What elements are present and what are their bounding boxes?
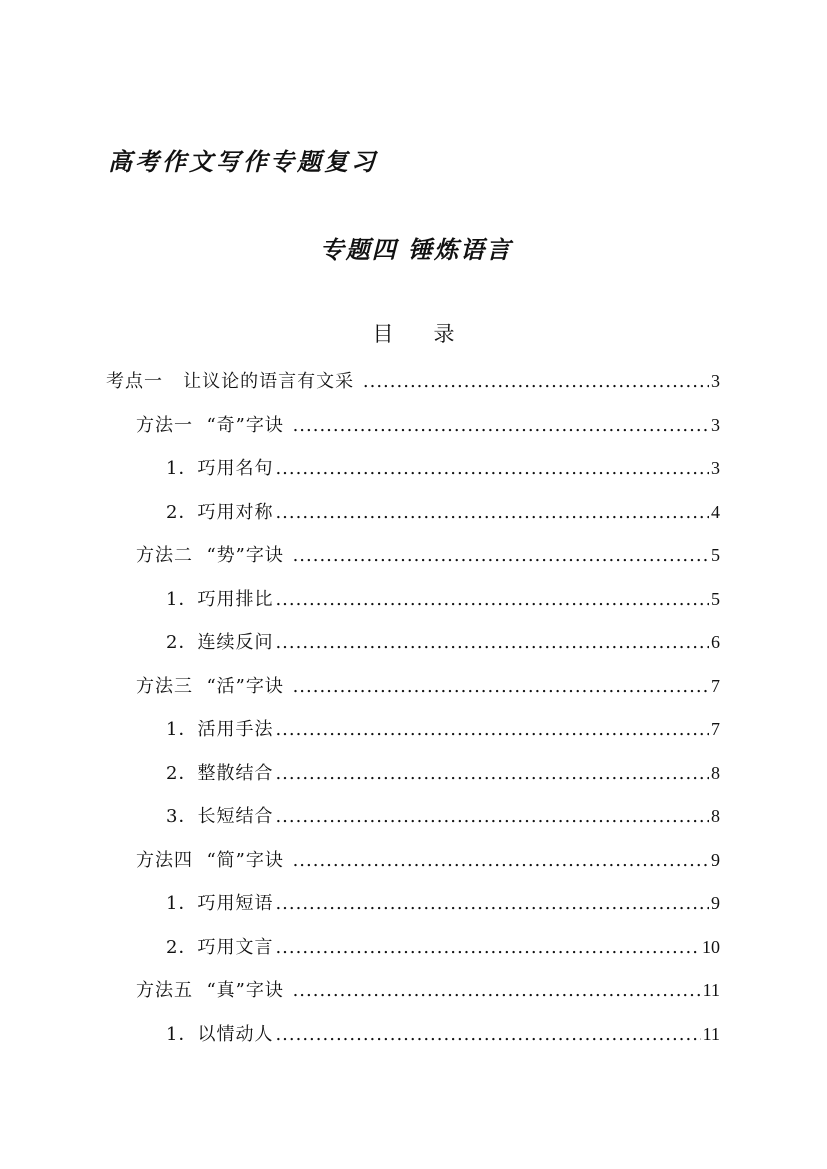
- main-title: 高考作文写作专题复习: [108, 147, 378, 176]
- toc-page-number: 8: [711, 806, 720, 826]
- toc-dot-leader: [275, 447, 709, 490]
- toc-entry-title: 2．连续反问: [166, 632, 274, 653]
- toc-dot-leader: [275, 752, 709, 795]
- toc-entry[interactable]: [106, 447, 720, 491]
- toc-dot-leader: [275, 882, 709, 925]
- toc-entry[interactable]: [106, 1013, 720, 1057]
- toc-entry[interactable]: [106, 534, 720, 578]
- toc-page-number: 5: [711, 545, 720, 565]
- toc-dot-leader: [275, 795, 709, 838]
- toc-dot-leader: [293, 534, 709, 577]
- toc-entry-title: 方法四 “简”字诀: [136, 849, 291, 871]
- toc-dot-leader: [275, 926, 700, 969]
- toc-entry-title: 方法一 “奇”字诀: [136, 414, 291, 436]
- toc-entry[interactable]: [106, 882, 720, 926]
- toc-entry-title: 1．以情动人: [166, 1023, 274, 1045]
- toc-page-number: 5: [711, 588, 720, 609]
- toc-dot-leader: [293, 404, 709, 447]
- toc-entry[interactable]: [106, 752, 720, 796]
- toc-entry[interactable]: [106, 839, 720, 883]
- toc-dot-leader: [275, 621, 709, 664]
- toc-entry[interactable]: [106, 360, 720, 404]
- toc-entry[interactable]: [106, 708, 720, 752]
- toc-entry[interactable]: [106, 969, 720, 1013]
- sub-title: 专题四 锤炼语言: [319, 235, 513, 264]
- toc-page-number: 3: [711, 371, 720, 391]
- toc-entry[interactable]: [106, 578, 720, 622]
- toc-dot-leader: [275, 578, 709, 621]
- toc-dot-leader: [293, 969, 701, 1012]
- toc-entry[interactable]: [106, 491, 720, 535]
- table-of-contents: [106, 360, 720, 1056]
- toc-entry-title: 1．活用手法: [166, 719, 274, 740]
- toc-page-number: 9: [711, 849, 720, 870]
- toc-dot-leader: [293, 839, 709, 882]
- toc-entry-title: 考点一 让议论的语言有文采: [106, 371, 361, 392]
- toc-heading: 目录: [372, 322, 495, 346]
- toc-page-number: 6: [711, 632, 720, 652]
- toc-page-number: 4: [711, 501, 720, 522]
- toc-dot-leader: [275, 708, 709, 751]
- toc-entry-title: 方法二 “势”字诀: [136, 545, 291, 566]
- toc-entry-title: 1．巧用排比: [166, 588, 274, 610]
- toc-entry-title: 1．巧用短语: [166, 893, 274, 914]
- toc-entry[interactable]: [106, 404, 720, 448]
- toc-entry[interactable]: [106, 621, 720, 665]
- toc-dot-leader: [293, 665, 709, 708]
- toc-dot-leader: [275, 491, 709, 534]
- toc-dot-leader: [275, 1013, 700, 1056]
- toc-page-number: 10: [702, 936, 720, 957]
- toc-page-number: 7: [711, 719, 720, 739]
- toc-entry-title: 2．巧用对称: [166, 501, 274, 523]
- toc-entry[interactable]: [106, 665, 720, 709]
- toc-page-number: 9: [711, 893, 720, 913]
- toc-page-number: 3: [711, 458, 720, 478]
- toc-entry-title: 1．巧用名句: [166, 458, 274, 479]
- toc-entry[interactable]: [106, 795, 720, 839]
- toc-page-number: 11: [702, 1023, 720, 1044]
- toc-entry-title: 3．长短结合: [166, 806, 274, 827]
- toc-entry[interactable]: [106, 926, 720, 970]
- toc-entry-title: 方法五 “真”字诀: [136, 980, 291, 1001]
- toc-dot-leader: [363, 360, 709, 403]
- toc-page-number: 8: [711, 762, 720, 783]
- toc-page-number: 7: [711, 675, 720, 696]
- toc-entry-title: 2．整散结合: [166, 762, 274, 784]
- toc-entry-title: 2．巧用文言: [166, 936, 274, 958]
- toc-entry-title: 方法三 “活”字诀: [136, 675, 291, 697]
- toc-page-number: 11: [702, 980, 720, 1000]
- toc-page-number: 3: [711, 414, 720, 435]
